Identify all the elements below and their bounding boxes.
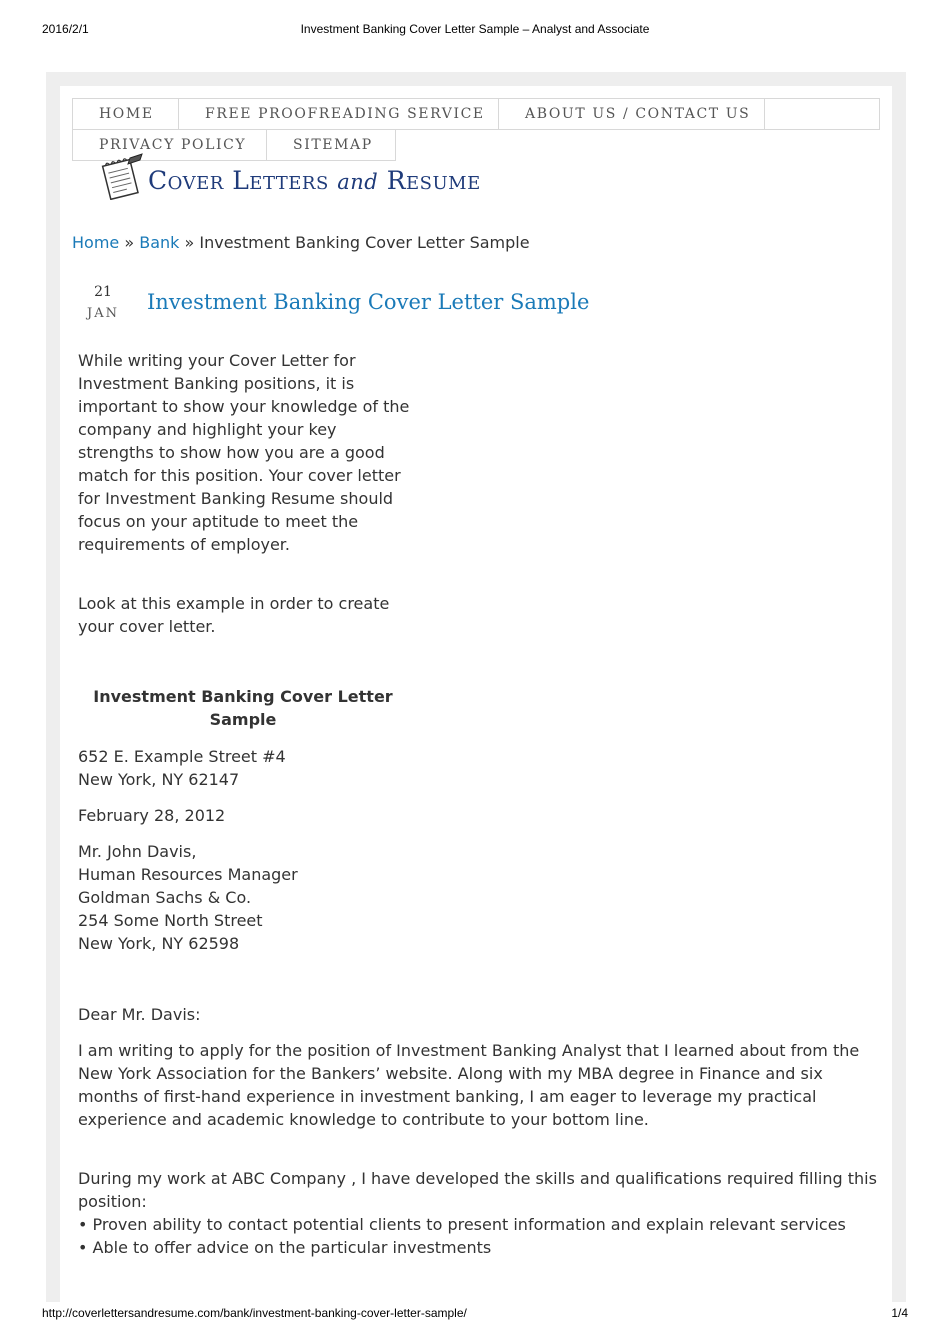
logo-wordmark: Cover Letters and Resume xyxy=(148,166,481,195)
post-date xyxy=(80,284,126,321)
nav-sitemap[interactable]: SITEMAP xyxy=(266,129,396,161)
print-url: http://coverlettersandresume.com/bank/investment-banking-cover-letter-sample/ xyxy=(42,1306,467,1320)
print-date: 2016/2/1 xyxy=(42,22,89,36)
letter-paragraph-2: During my work at ABC Company , I have developed the skills and qualifications required filling this position: • Proven ability to contact potential clients to present information and explain relevant services • Able to offer advice on the particular investments xyxy=(78,1169,877,1257)
breadcrumb-home[interactable]: Home xyxy=(72,233,120,252)
letter-paragraph-1: I am writing to apply for the position of Investment Banking Analyst that I learned about from the New York Association for the Bankers’ website. Along with my MBA degree in Finance and six months of first-hand experience in investment banking, I am eager to leverage my practical experience and academic knowledge to contribute to your bottom line. xyxy=(78,1041,860,1129)
breadcrumb: Home » Bank » Investment Banking Cover Letter Sample xyxy=(72,233,530,252)
intro-paragraph-2: Look at this example in order to create your cover letter. xyxy=(78,594,390,636)
nav-privacy[interactable]: PRIVACY POLICY xyxy=(72,129,268,161)
list-item: • Able to offer advice on the particular investments xyxy=(78,1238,492,1257)
letter-date: February 28, 2012 xyxy=(78,806,226,825)
salutation: Dear Mr. Davis: xyxy=(78,1005,201,1024)
notepad-pencil-icon xyxy=(100,152,146,200)
post-day: 21 xyxy=(94,284,112,300)
sender-address: 652 E. Example Street #4 New York, NY 62147 xyxy=(78,747,286,789)
print-title: Investment Banking Cover Letter Sample – Analyst and Associate xyxy=(300,22,650,36)
nav-proofreading[interactable]: FREE PROOFREADING SERVICE xyxy=(178,98,500,130)
print-footer xyxy=(0,1306,950,1324)
print-header xyxy=(0,22,950,40)
post-month: JAN xyxy=(87,306,119,321)
nav-home[interactable]: HOME xyxy=(72,98,180,130)
nav-about-contact[interactable]: ABOUT US / CONTACT US xyxy=(498,98,766,130)
print-page-number: 1/4 xyxy=(891,1306,908,1320)
letter-heading: Investment Banking Cover Letter Sample xyxy=(93,687,393,729)
site-logo[interactable] xyxy=(100,150,540,200)
breadcrumb-current: Investment Banking Cover Letter Sample xyxy=(199,233,530,252)
list-item: • Proven ability to contact potential clients to present information and explain relevant services xyxy=(78,1215,846,1234)
post-title[interactable]: Investment Banking Cover Letter Sample xyxy=(147,290,590,314)
recipient-address: Mr. John Davis, Human Resources Manager Goldman Sachs & Co. 254 Some North Street New York, NY 62598 xyxy=(78,842,298,953)
breadcrumb-bank[interactable]: Bank xyxy=(139,233,180,252)
nav-empty-cell xyxy=(764,98,880,130)
intro-paragraph-1: While writing your Cover Letter for Investment Banking positions, it is important to show your knowledge of the company and highlight your key strengths to show how you are a good match for this position. Your cover letter for Investment Banking Resume should focus on your aptitude to meet the requirements of employer. xyxy=(78,351,410,554)
